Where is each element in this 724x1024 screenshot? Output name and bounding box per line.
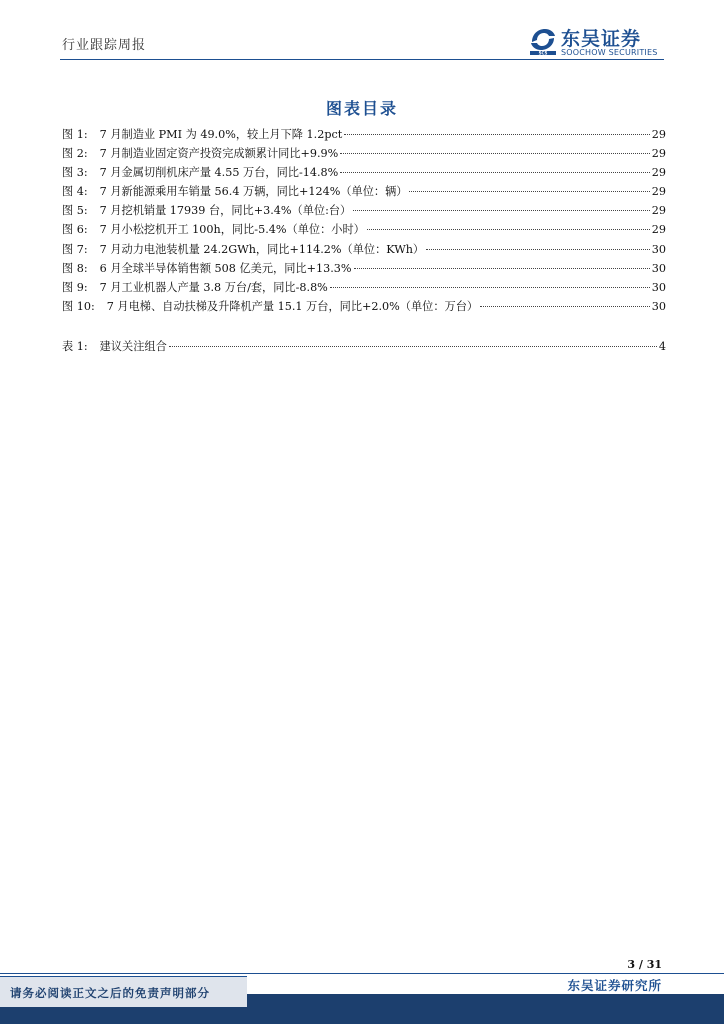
figure-caption: 7 月制造业固定资产投资完成额累计同比+9.9% [99,147,339,161]
figure-caption: 6 月全球半导体销售额 508 亿美元，同比+13.3% [99,261,352,275]
figure-caption: 7 月新能源乘用车销量 56.4 万辆，同比+124%（单位：辆） [99,185,408,199]
footer-divider [0,973,724,974]
dot-leader [169,336,657,347]
figure-label: 图 5: [62,204,88,218]
figure-label: 图 2: [62,147,88,161]
header-divider [60,59,664,60]
dot-leader [344,124,649,135]
dot-leader [330,277,650,288]
logo-mark-text: SCS [538,50,548,56]
figure-caption: 7 月金属切削机床产量 4.55 万台，同比-14.8% [99,166,339,180]
company-logo [528,26,678,60]
figure-page-number: 29 [651,223,666,237]
dot-leader [426,239,650,250]
figure-page-number: 29 [651,204,666,218]
figure-page-number: 29 [651,128,666,141]
figure-page-number: 30 [651,280,666,294]
logo-name-en: SOOCHOW SECURITIES [561,48,658,57]
dot-leader [354,258,650,269]
dot-leader [409,181,649,192]
figure-label: 图 3: [62,166,88,180]
figure-label: 图 9: [62,280,88,294]
figure-caption: 7 月制造业 PMI 为 49.0%，较上月下降 1.2pct [99,128,343,141]
figure-caption: 7 月挖机销量 17939 台，同比+3.4%（单位:台） [99,204,352,218]
research-institute-name: 东吴证券研究所 [567,978,662,993]
figure-page-number: 30 [651,242,666,256]
logo-name-cn: 东吴证券 [561,28,642,50]
figure-label: 图 8: [62,261,88,275]
disclaimer-text: 请务必阅读正文之后的免责声明部分 [10,986,210,1000]
figure-caption: 7 月动力电池装机量 24.2GWh，同比+114.2%（单位：KWh） [99,242,425,256]
figure-caption: 7 月工业机器人产量 3.8 万台/套，同比-8.8% [99,280,328,294]
figure-caption: 7 月电梯、自动扶梯及升降机产量 15.1 万台，同比+2.0%（单位：万台） [106,299,479,313]
page-number: 3 / 31 [627,958,662,971]
dot-leader [340,162,649,173]
figure-label: 图 7: [62,242,88,256]
soochow-logo-icon [528,26,558,56]
disclaimer-box [0,976,247,1007]
dot-leader [340,143,649,154]
figure-page-number: 30 [651,299,666,313]
figure-toc-entry[interactable] [62,298,666,317]
figure-page-number: 29 [651,147,666,161]
table-caption: 建议关注组合 [99,340,167,353]
figure-label: 图 1: [62,128,88,141]
report-type-label: 行业跟踪周报 [62,38,147,53]
figure-page-number: 29 [651,166,666,180]
figure-page-number: 29 [651,185,666,199]
table-label: 表 1: [62,340,88,353]
toc-title: 图表目录 [325,99,398,118]
figure-label: 图 4: [62,185,88,199]
figure-label: 图 6: [62,223,88,237]
dot-leader [367,219,650,230]
figure-toc-list [62,126,666,317]
dot-leader [480,296,650,307]
figure-label: 图 10: [62,299,95,313]
dot-leader [353,200,650,211]
table-page-number: 4 [658,340,666,353]
figure-caption: 7 月小松挖机开工 100h，同比-5.4%（单位：小时） [99,223,365,237]
table-toc-list [62,338,666,357]
table-toc-entry[interactable] [62,338,666,357]
figure-page-number: 30 [651,261,666,275]
